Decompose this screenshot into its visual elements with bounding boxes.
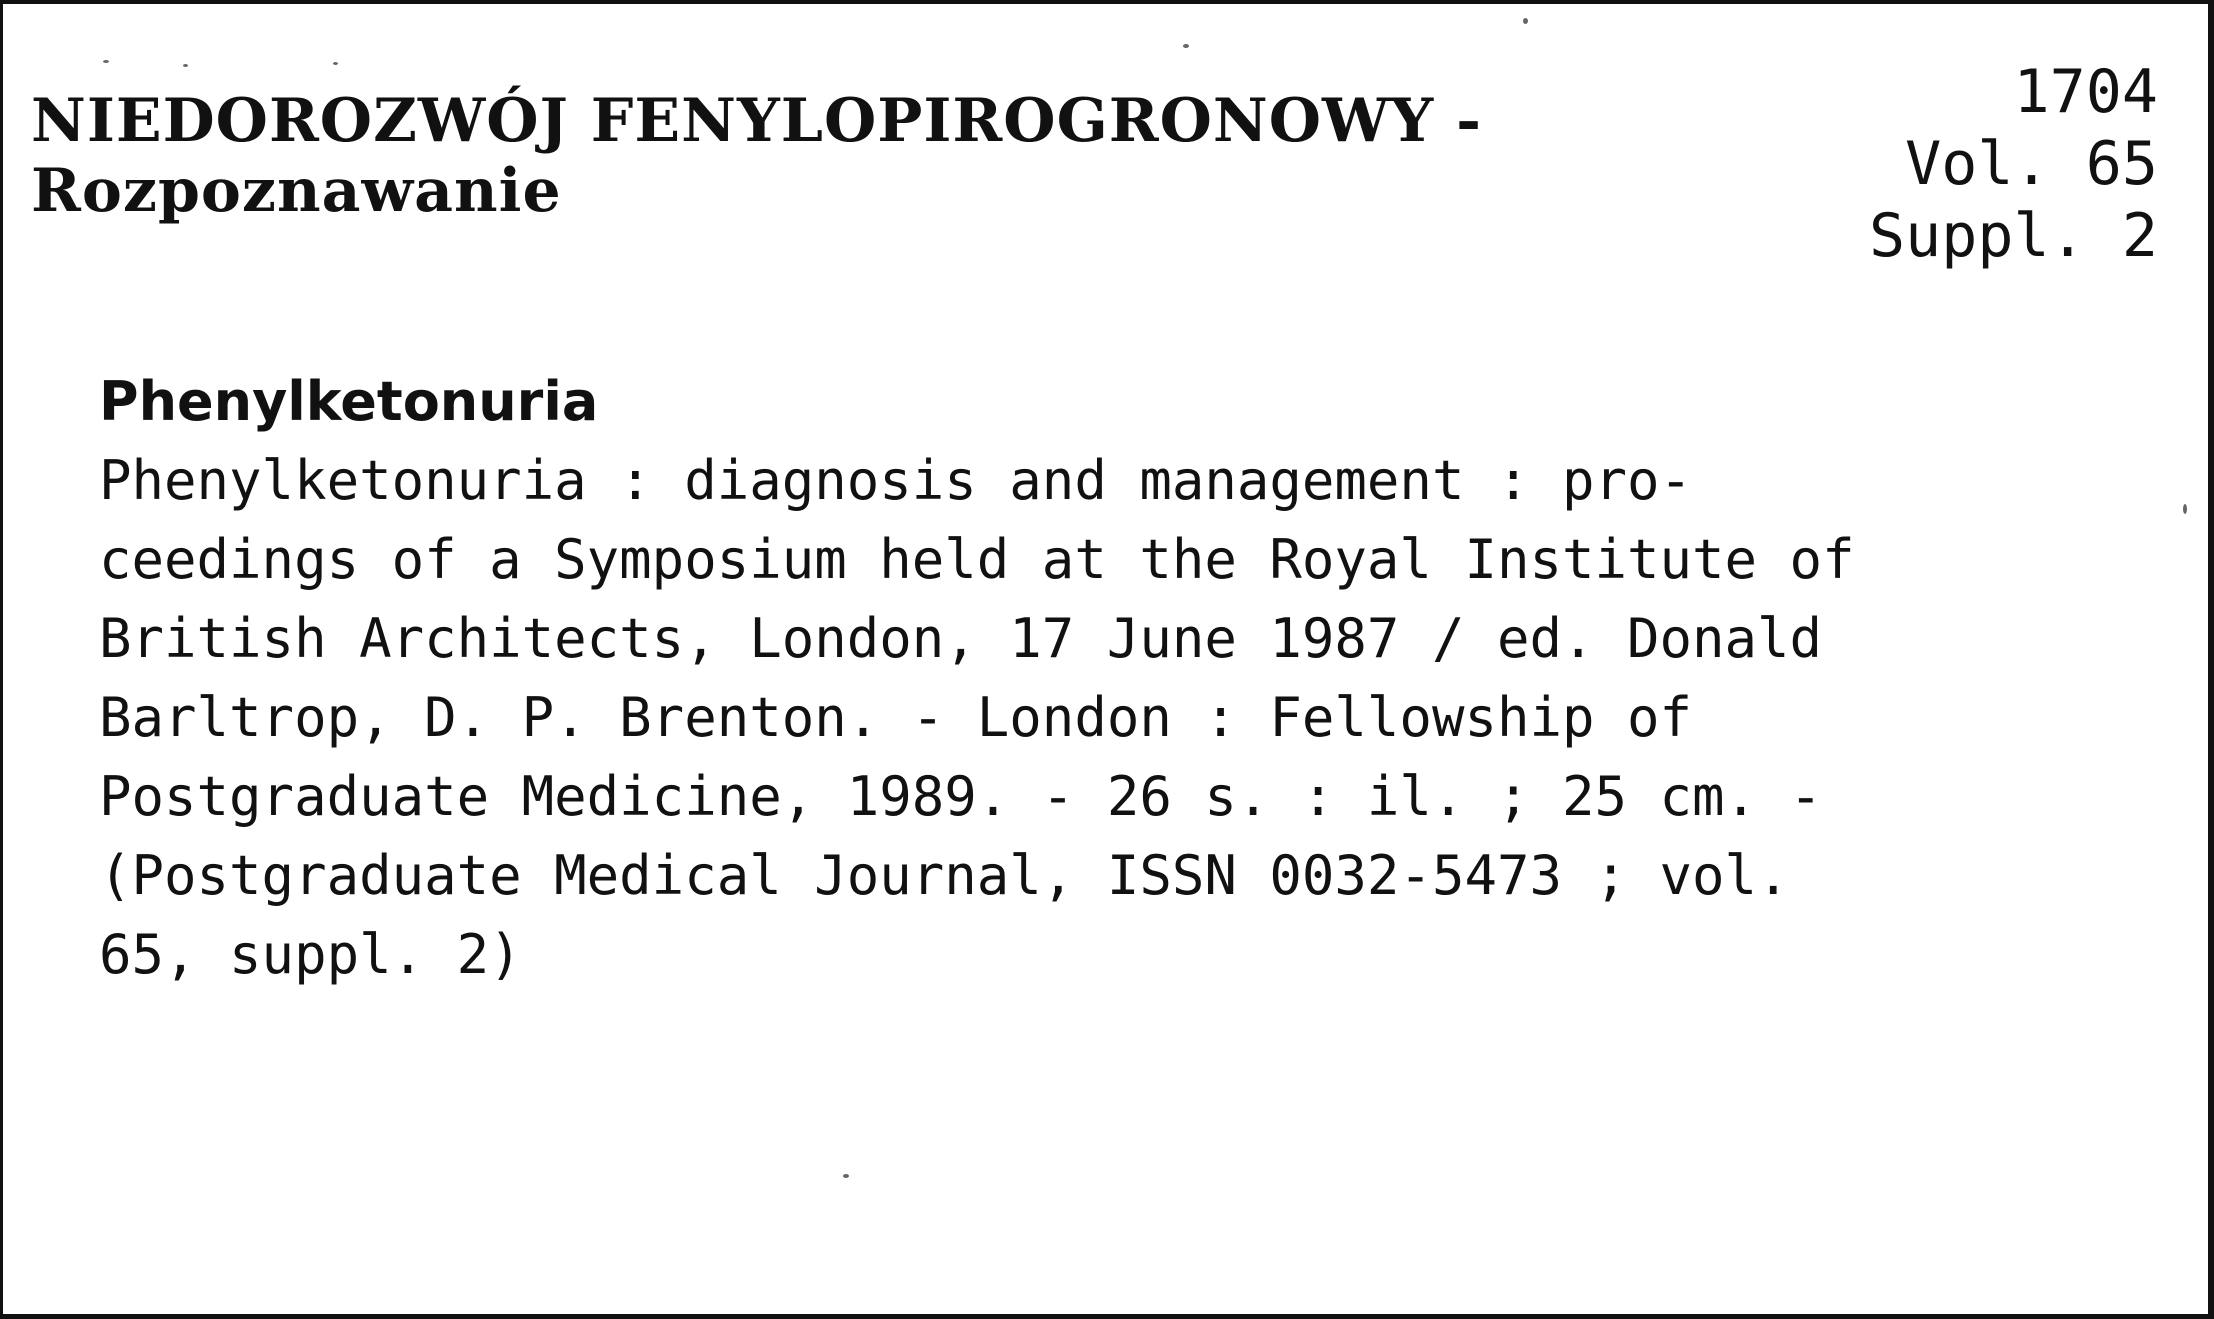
subject-heading-line-2: Rozpoznawanie — [31, 156, 562, 226]
speck — [1183, 44, 1189, 48]
speck — [1523, 18, 1528, 24]
record-line: Barltrop, D. P. Brenton. - London : Fellowship of — [99, 686, 1693, 749]
call-number-volume: Vol. 65 — [1905, 129, 2158, 199]
speck — [2183, 504, 2187, 514]
record-line: British Architects, London, 17 June 1987 / ed. Donald — [99, 607, 1823, 670]
call-number-id: 1704 — [2013, 57, 2158, 127]
speck — [183, 64, 188, 67]
record-line: (Postgraduate Medical Journal, ISSN 0032-5473 ; vol. — [99, 844, 1790, 907]
record-line: ceedings of a Symposium held at the Royal Institute of — [99, 528, 1855, 591]
bibliographic-record — [99, 362, 1855, 994]
speck — [843, 1174, 849, 1178]
subject-heading — [31, 86, 1482, 226]
subject-heading-line-1: NIEDOROZWÓJ FENYLOPIROGRONOWY - — [31, 86, 1483, 156]
speck — [103, 60, 109, 63]
record-line: Postgraduate Medicine, 1989. - 26 s. : il. ; 25 cm. - — [99, 765, 1823, 828]
record-line: Phenylketonuria : diagnosis and management : pro- — [99, 449, 1693, 512]
record-line: 65, suppl. 2) — [99, 923, 522, 986]
call-number — [1869, 56, 2158, 272]
call-number-supplement: Suppl. 2 — [1869, 201, 2158, 271]
record-heading: Phenylketonuria — [99, 370, 599, 433]
speck — [333, 62, 338, 65]
